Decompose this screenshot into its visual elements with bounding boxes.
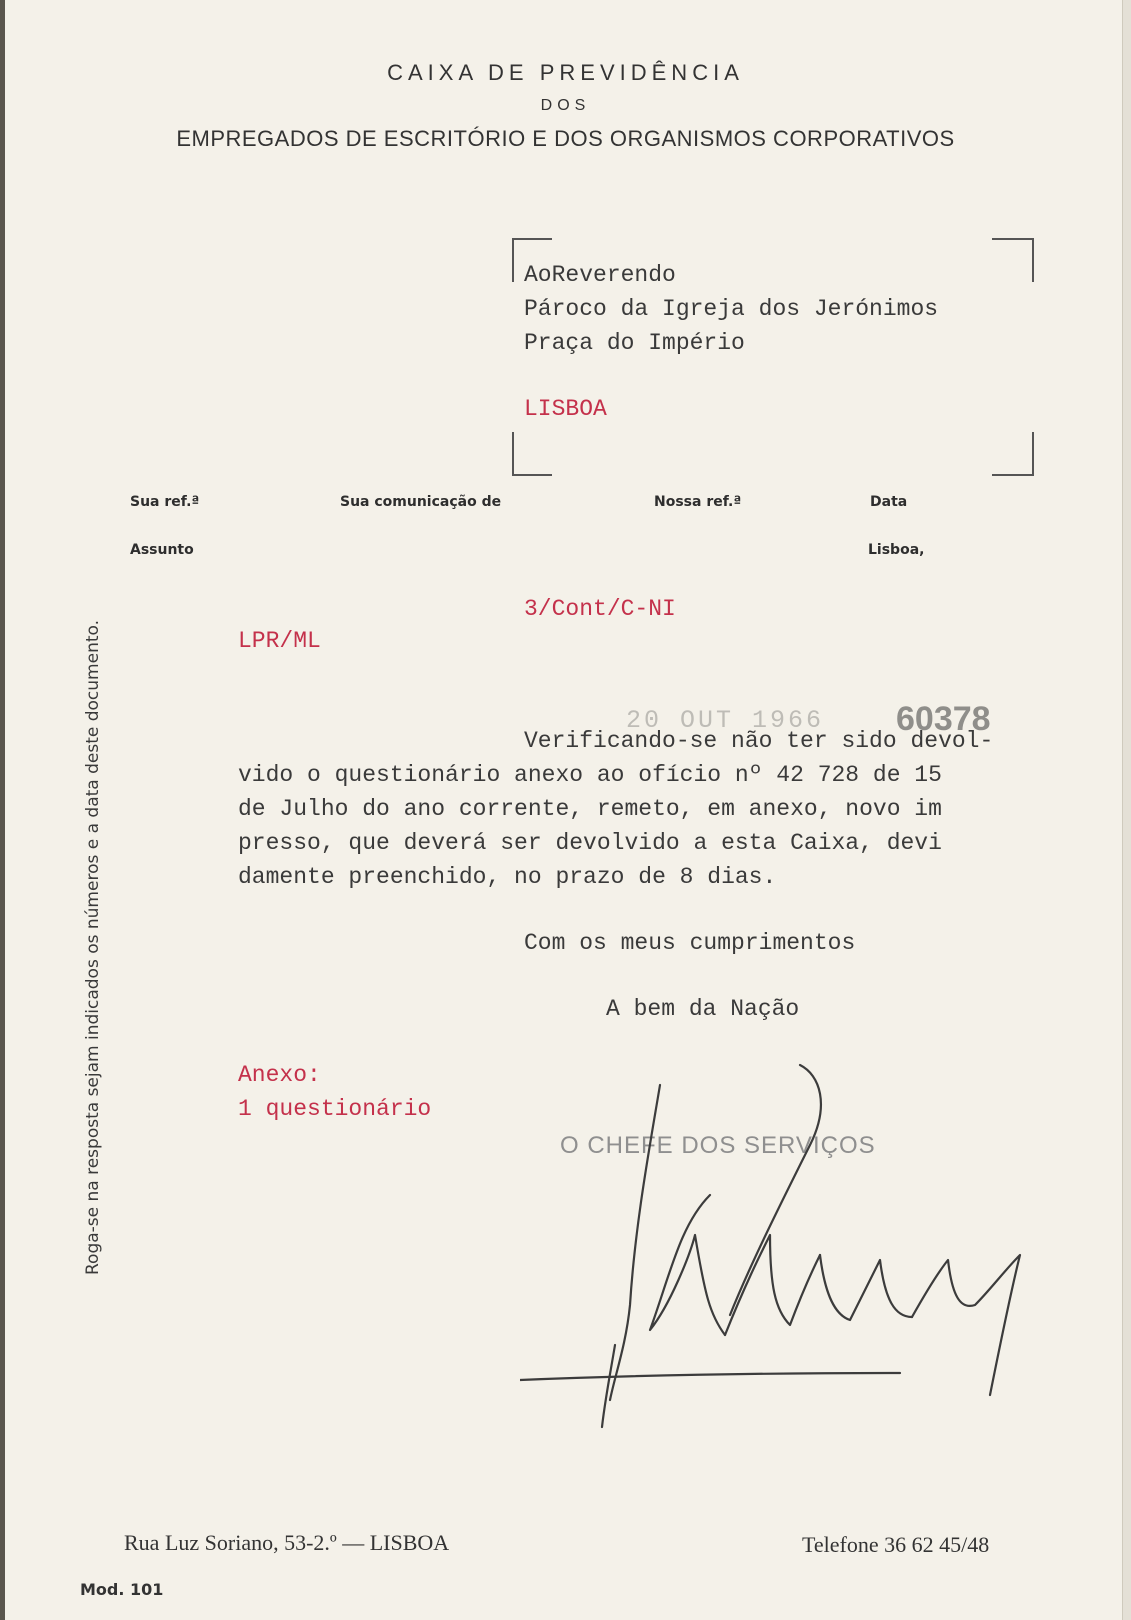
- address-corner-bottom-right-h: [992, 474, 1032, 476]
- nossa-ref-value: 3/Cont/C-NI: [524, 596, 676, 622]
- scan-edge-left: [0, 0, 5, 1620]
- signature-stroke-4: [725, 1235, 820, 1335]
- letterhead-title: CAIXA DE PREVIDÊNCIA: [387, 60, 744, 85]
- label-sua-comunicacao: Sua comunicação de: [340, 494, 502, 510]
- body-line-5: damente preenchido, no prazo de 8 dias.: [238, 864, 777, 890]
- address-corner-top-left-h: [512, 238, 552, 240]
- letterhead-subtitle: DOS: [540, 97, 591, 114]
- closing-greeting: Com os meus cumprimentos: [524, 930, 856, 956]
- signature-stroke-2: [730, 1065, 821, 1315]
- body-line-2: vido o questionário anexo ao ofício nº 42 728 de 15: [238, 762, 942, 788]
- recipient-line-2: Pároco da Igreja dos Jerónimos: [524, 296, 939, 322]
- recipient-line-1: AoReverendo: [524, 262, 676, 288]
- body-line-3: de Julho do ano corrente, remeto, em anexo, novo im: [238, 796, 942, 822]
- closing-salute: A bem da Nação: [606, 996, 800, 1022]
- signature-title: O CHEFE DOS SERVIÇOS: [560, 1132, 876, 1159]
- footer-phone: Telefone 36 62 45/48: [802, 1532, 990, 1557]
- label-nossa-ref: Nossa ref.ª: [654, 494, 742, 510]
- body-line-4: presso, que deverá ser devolvido a esta Caixa, devi: [238, 830, 942, 856]
- signature-stroke-6: [912, 1255, 1020, 1395]
- address-corner-top-right-h: [992, 238, 1032, 240]
- annex-item: 1 questionário: [238, 1096, 432, 1122]
- address-corner-top-right: [1032, 238, 1034, 282]
- address-corner-bottom-left: [512, 432, 514, 476]
- label-sua-ref: Sua ref.ª: [130, 494, 200, 510]
- margin-note-text: Roga-se na resposta sejam indicados os números e a data deste documento.: [83, 619, 103, 1275]
- recipient-line-3: Praça do Império: [524, 330, 745, 356]
- recipient-city: LISBOA: [524, 396, 607, 422]
- body-line-1: Verificando-se não ter sido devol-: [524, 728, 994, 754]
- address-corner-top-left: [512, 238, 514, 282]
- signature-stroke-1: [610, 1085, 660, 1400]
- annex-label: Anexo:: [238, 1062, 321, 1088]
- signature-stroke-3: [650, 1195, 725, 1335]
- signature-underline: [520, 1373, 900, 1380]
- label-lisboa: Lisboa,: [868, 542, 925, 558]
- model-number: Mod. 101: [80, 1580, 164, 1599]
- label-data: Data: [870, 494, 908, 510]
- label-assunto: Assunto: [130, 542, 194, 558]
- date-stamp: 20 OUT 1966: [626, 706, 825, 735]
- scan-edge-right: [1122, 0, 1131, 1620]
- signature-stroke-5: [820, 1255, 912, 1320]
- footer-address: Rua Luz Soriano, 53-2.º — LISBOA: [124, 1530, 450, 1555]
- number-stamp: 60378: [896, 700, 991, 738]
- handwritten-signature: [520, 1055, 1080, 1435]
- address-corner-bottom-left-h: [512, 474, 552, 476]
- letterhead-organization: EMPREGADOS DE ESCRITÓRIO E DOS ORGANISMOS CORPORATIVOS: [176, 126, 955, 151]
- address-corner-bottom-right: [1032, 432, 1034, 476]
- sua-ref-value: LPR/ML: [238, 628, 321, 654]
